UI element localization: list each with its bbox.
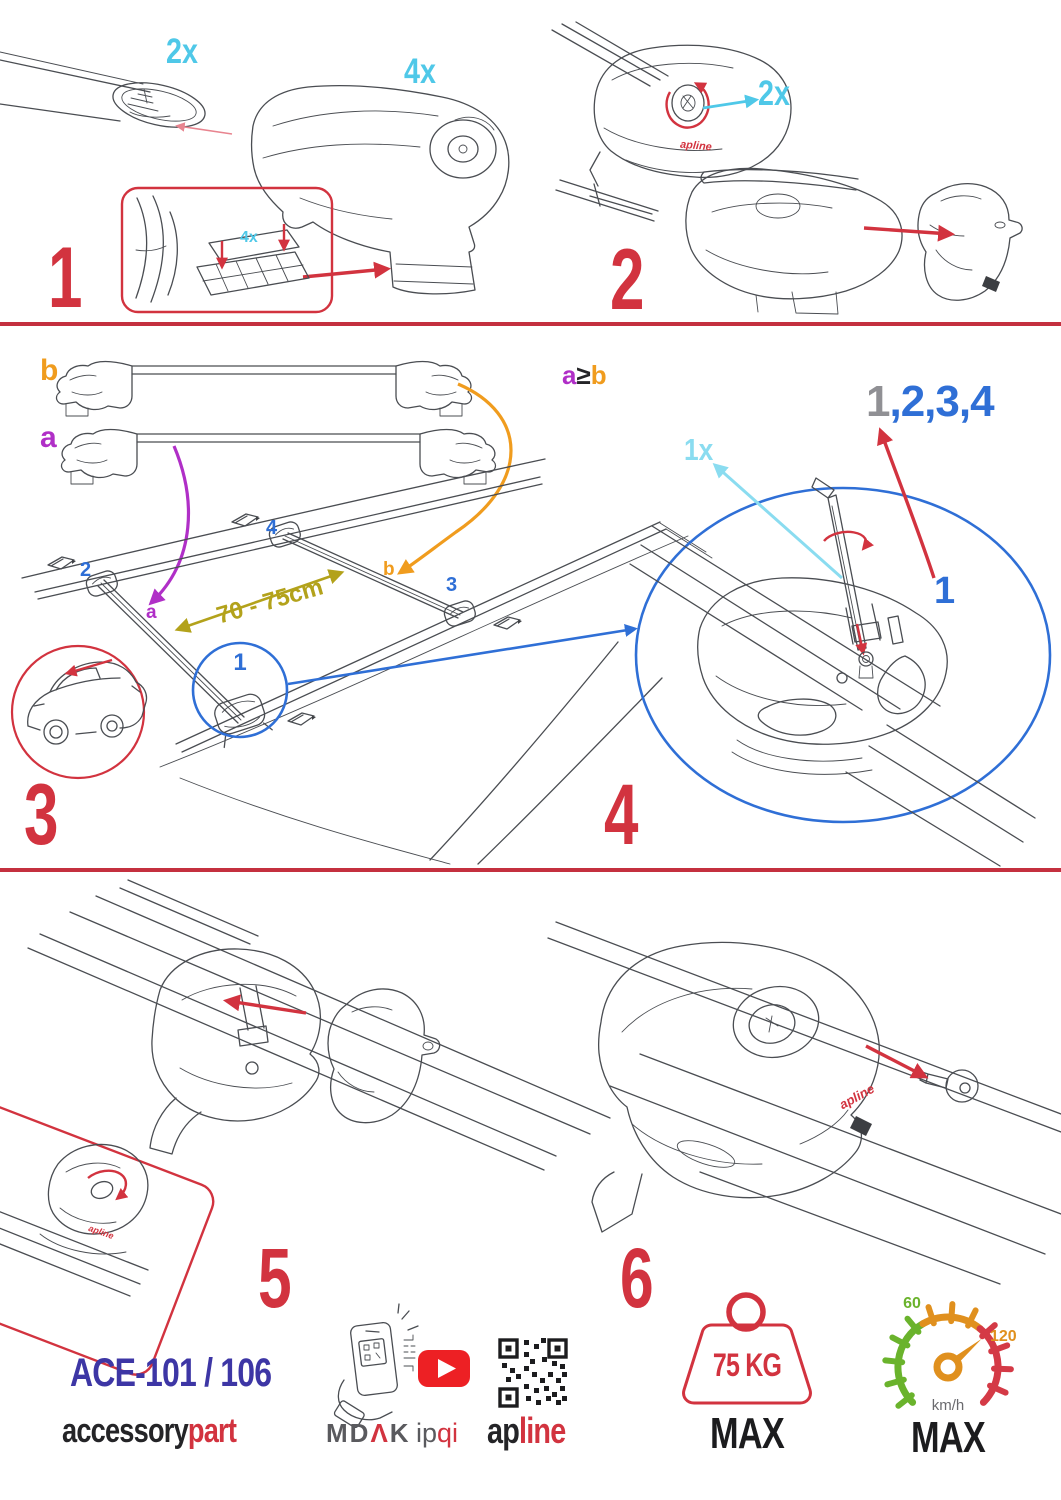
bar-b-label: b [40, 354, 59, 387]
speed-120-label: 120 [990, 1328, 1017, 1345]
qr-code-icon [500, 1338, 567, 1406]
fit-rule-operator: ≥ [576, 360, 591, 390]
ipqi-text-gray: ip [416, 1418, 438, 1448]
product-model-label: ACE-101 / 106 [70, 1351, 272, 1395]
clamp-foot-drawing [252, 86, 509, 294]
zoom-link-line [288, 629, 634, 684]
key-lock-drawing [548, 922, 1061, 1284]
endcap-slide-drawing [28, 880, 610, 1170]
slide-endcap-arrow [228, 1001, 306, 1013]
phone-qr-scan-icon [333, 1304, 418, 1429]
lock-qty-arrow [703, 100, 755, 108]
roof-position-2: 2 [80, 559, 92, 581]
tighten-sequence-first: 1 [866, 377, 890, 426]
step-3-number: 3 [24, 767, 59, 863]
section-steps-3-4 [0, 326, 1061, 868]
clamp-lock-drawing [552, 22, 791, 221]
max-speed-label: MAX [911, 1413, 985, 1462]
section-steps-1-2 [0, 0, 1061, 322]
mdak-text-red: Λ [370, 1418, 390, 1448]
tighten-order-arrow [881, 432, 934, 578]
step-1-number: 1 [48, 230, 83, 322]
mdak-text-gray-2: K [389, 1418, 411, 1448]
bar-quantity-label: 2x [166, 32, 198, 71]
max-weight-value: 75 KG [712, 1347, 782, 1383]
locked-clamp-inset-box [0, 1065, 218, 1380]
step-5-number: 5 [258, 1231, 292, 1325]
speed-60-label: 60 [903, 1295, 921, 1312]
fit-rule-a: a [562, 360, 577, 390]
tighten-sequence-label [866, 377, 994, 426]
detail-position-label: 1 [934, 570, 956, 612]
apline-logo-on-clamp: apline [679, 138, 713, 154]
tool-quantity-label: 1x [684, 432, 714, 467]
step-4-number: 4 [604, 767, 639, 863]
fit-rule-label [562, 362, 607, 388]
pad-to-foot-arrow [303, 269, 386, 277]
crossbar-a-drawing [62, 430, 496, 485]
mdak-brand [326, 1420, 411, 1446]
apline-text-red: line [519, 1410, 566, 1451]
steps-1-2-illustration [0, 0, 1061, 322]
insert-bar-arrow [178, 126, 232, 134]
ipqi-text-red: qi [437, 1418, 459, 1448]
accessorypart-brand [62, 1414, 236, 1448]
lock-quantity-label: 2x [758, 74, 790, 113]
fit-rule-b: b [590, 360, 607, 390]
youtube-icon [418, 1350, 470, 1387]
step-2-number: 2 [610, 232, 645, 322]
brand-text-red: part [187, 1412, 237, 1450]
speedometer-icon [885, 1304, 1011, 1406]
crossbar-b-drawing [57, 362, 472, 417]
max-weight-label: MAX [710, 1409, 784, 1458]
clamp-endcap-drawing [686, 168, 1022, 314]
roof-position-3: 3 [446, 574, 458, 596]
brand-text-black: accessory [62, 1412, 188, 1450]
apline-brand [487, 1410, 566, 1451]
bar-distance-label: 70 - 75cm [213, 573, 327, 630]
steps-5-6-illustration [0, 872, 1061, 1500]
foot-quantity-label: 4x [404, 52, 436, 91]
mdak-text-gray: MD [326, 1418, 371, 1448]
car-front-direction-inset [12, 646, 147, 778]
step-6-number: 6 [620, 1231, 654, 1325]
bar-a-label: a [40, 421, 57, 454]
roof-bar-a-label: a [146, 602, 157, 623]
roof-position-4: 4 [266, 517, 278, 539]
ipqi-brand [416, 1420, 458, 1447]
speed-unit-label: km/h [931, 1397, 965, 1414]
roof-bar-b-label: b [383, 559, 395, 580]
bar-a-position-arrow [152, 446, 188, 602]
section-steps-5-6-footer [0, 872, 1061, 1500]
apline-logo-on-clamp: apline [836, 1080, 877, 1113]
apline-logo-on-clamp: apline [87, 1223, 116, 1241]
pad-inset-box [122, 188, 332, 312]
tighten-sequence-rest: ,2,3,4 [889, 377, 994, 426]
pad-quantity-label: 4x [240, 229, 258, 246]
roof-position-1: 1 [233, 649, 247, 676]
tightening-detail-drawing [630, 478, 1035, 866]
apline-text-black: ap [487, 1410, 520, 1451]
